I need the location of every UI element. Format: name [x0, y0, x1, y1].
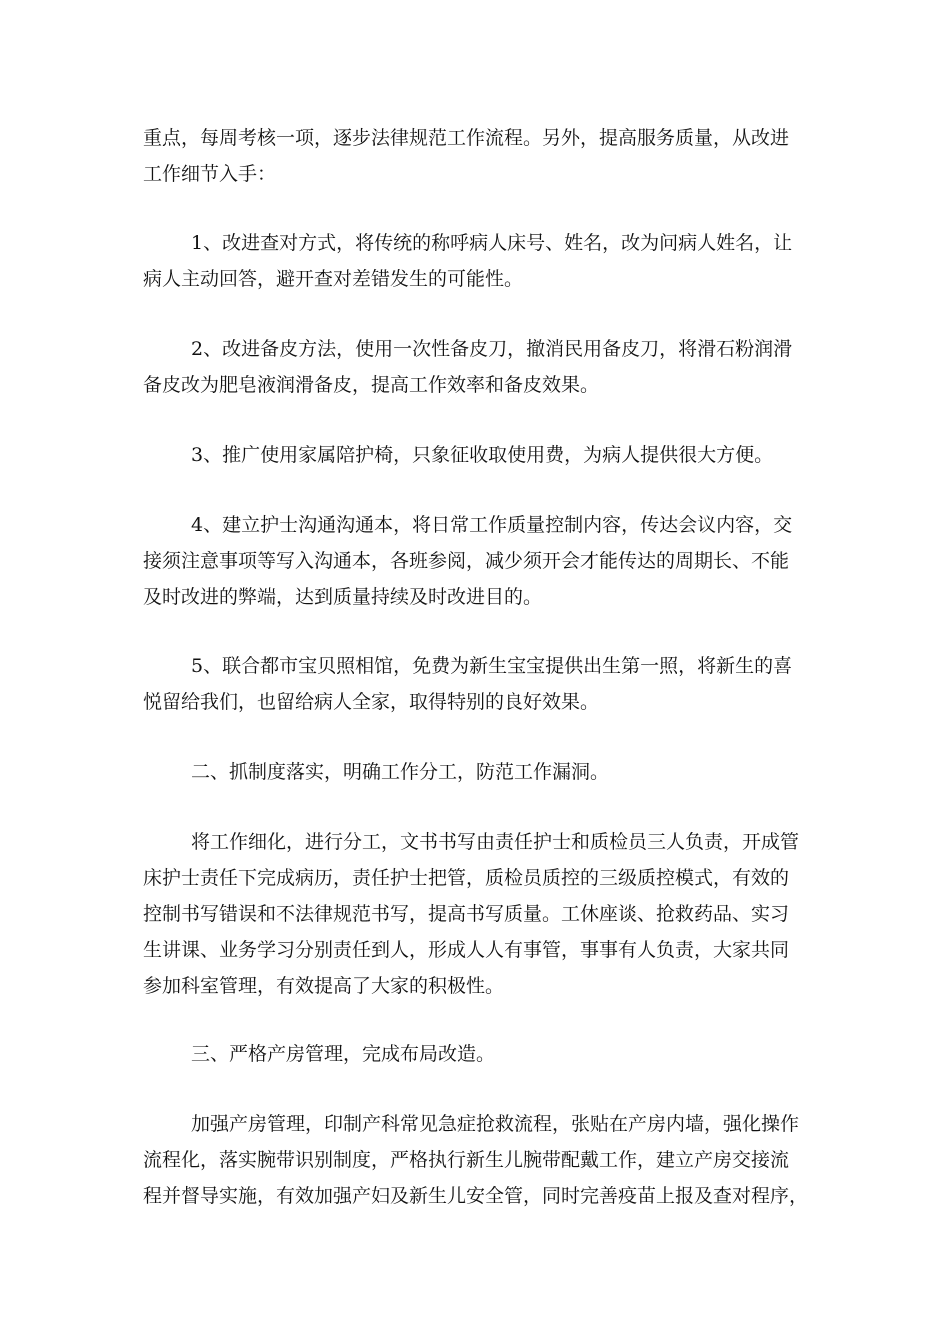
paragraph-section-3 [143, 1106, 823, 1214]
paragraph-section-2 [143, 824, 823, 1004]
text-line: 参加科室管理，有效提高了大家的积极性。 [143, 975, 505, 997]
text-line: 程并督导实施，有效加强产妇及新生儿安全管，同时完善疫苗上报及查对程序， [143, 1185, 809, 1207]
text-line: 工作细节入手： [143, 163, 277, 185]
text-line: 生讲课、业务学习分别责任到人，形成人人有事管，事事有人负责，大家共同 [143, 939, 790, 961]
text-line: 床护士责任下完成病历，责任护士把管，质检员质控的三级质控模式，有效的 [143, 867, 790, 889]
text-line: 5、联合都市宝贝照相馆，免费为新生宝宝提供出生第一照，将新生的喜 [191, 655, 793, 677]
text-line: 悦留给我们，也留给病人全家，取得特别的良好效果。 [143, 691, 600, 713]
text-line: 3、推广使用家属陪护椅，只象征收取使用费，为病人提供很大方便。 [191, 444, 774, 466]
text-line: 备皮改为肥皂液润滑备皮，提高工作效率和备皮效果。 [143, 374, 600, 396]
text-line: 4、建立护士沟通沟通本，将日常工作质量控制内容，传达会议内容，交 [191, 514, 793, 536]
paragraph-item-4 [143, 507, 823, 615]
paragraph-intro [143, 120, 823, 192]
text-line: 加强产房管理，印制产科常见急症抢救流程，张贴在产房内墙，强化操作 [191, 1113, 800, 1135]
text-line: 2、改进备皮方法，使用一次性备皮刀，撤消民用备皮刀，将滑石粉润滑 [191, 338, 793, 360]
text-line: 病人主动回答，避开查对差错发生的可能性。 [143, 268, 524, 290]
heading-line: 二、抓制度落实，明确工作分工，防范工作漏洞。 [191, 761, 610, 783]
text-line: 及时改进的弊端，达到质量持续及时改进目的。 [143, 586, 543, 608]
paragraph-item-2 [143, 331, 823, 403]
heading-line: 三、严格产房管理，完成布局改造。 [191, 1043, 496, 1065]
text-line: 控制书写错误和不法律规范书写，提高书写质量。工休座谈、抢救药品、实习 [143, 903, 790, 925]
text-line: 重点，每周考核一项，逐步法律规范工作流程。另外，提高服务质量，从改进 [143, 127, 790, 149]
text-line: 流程化，落实腕带识别制度，严格执行新生儿腕带配戴工作，建立产房交接流 [143, 1149, 790, 1171]
text-line: 1、改进查对方式，将传统的称呼病人床号、姓名，改为问病人姓名，让 [191, 232, 793, 254]
paragraph-item-5 [143, 648, 823, 720]
text-line: 将工作细化，进行分工，文书书写由责任护士和质检员三人负责，开成管 [191, 831, 800, 853]
section-heading-2 [143, 754, 823, 790]
section-heading-3 [143, 1036, 823, 1072]
text-line: 接须注意事项等写入沟通本，各班参阅，减少须开会才能传达的周期长、不能 [143, 550, 790, 572]
paragraph-item-1 [143, 225, 823, 297]
paragraph-item-3 [143, 437, 823, 473]
